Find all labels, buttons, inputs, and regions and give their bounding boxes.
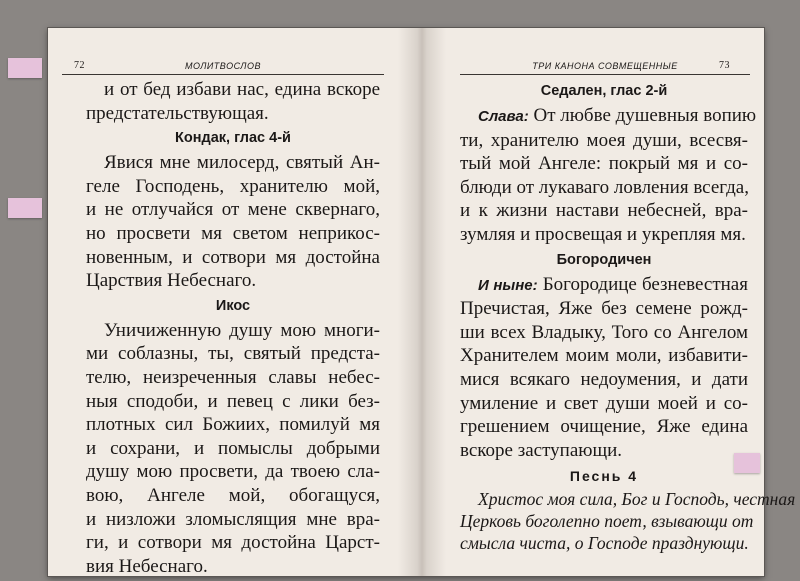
book-spine: [398, 28, 446, 576]
text-line: предстательствующая.: [86, 102, 269, 124]
text-line: и низложи зломыслящия мне вра-: [86, 508, 380, 530]
text-line: Уничиженную душу мою многи-: [104, 319, 380, 341]
text-line: телю, неизреченныя славы небес-: [86, 366, 380, 388]
page-number: 73: [719, 60, 730, 71]
text-line: блюди от лукаваго ловления всегда,: [460, 176, 749, 198]
text-line: Христос моя сила, Бог и Господь, честная: [478, 489, 796, 510]
text-line: грешением очищение, Яже едина: [460, 416, 748, 438]
text-line: [460, 104, 757, 129]
running-title: ТРИ КАНОНА СОВМЕЩЕННЫЕ: [532, 61, 678, 71]
open-book: [48, 28, 796, 577]
section-heading: Кондак, глас 4-й: [175, 130, 291, 147]
text-line: [460, 273, 748, 298]
text-line: ныя сподоби, и певец с лики без-: [86, 390, 380, 412]
running-title: МОЛИТВОСЛОВ: [185, 61, 261, 71]
text-line: ми соблазны, ты, святый предста-: [86, 343, 380, 365]
text-line: новенным, и сотвори мя достойна: [86, 246, 380, 268]
text-line: ги, и сотвори мя достойна Царст-: [86, 532, 380, 554]
running-header: [62, 54, 384, 75]
line-text: Богородице безневестная: [537, 273, 748, 295]
bookmark-ribbon[interactable]: [8, 198, 42, 218]
page-body: [460, 78, 796, 554]
page-body: [86, 78, 380, 578]
right-page: [446, 28, 796, 576]
text-line: смысла чиста, о Господе празднующи.: [460, 533, 749, 554]
text-line: и к жизни настави небесней, вра-: [460, 200, 748, 222]
text-line: ти, хранителю моея души, всесвя-: [460, 129, 748, 151]
text-line: мися всякаго недоумения, и дати: [460, 368, 748, 390]
text-line: вия Небеснаго.: [86, 555, 208, 577]
text-line: вскоре заступающи.: [460, 439, 623, 461]
text-line: и не отлучайся от мене сквернаго,: [86, 199, 380, 221]
text-line: душу мою просвети, да твоею сла-: [86, 461, 380, 483]
section-heading: Седален, глас 2-й: [540, 83, 668, 99]
bookmark-ribbon[interactable]: [8, 58, 42, 78]
text-line: и сохрани, и помыслы добрыми: [86, 437, 380, 459]
rubric-lead: Слава:: [478, 108, 529, 125]
text-line: но просвети мя светом неприкос-: [86, 222, 380, 244]
section-heading: Икос: [215, 297, 251, 314]
running-header: [460, 54, 750, 75]
text-line: умиление и свет души моей и со-: [460, 392, 748, 414]
line-text: От любве душевныя вопию: [528, 105, 757, 126]
left-page: [48, 28, 398, 576]
text-line: Явися мне милосерд, святый Ан-: [104, 152, 380, 174]
text-line: Хранителем моим моли, избавити-: [460, 345, 748, 367]
text-line: геле Господень, хранителю мой,: [86, 175, 380, 197]
text-line: тый мой Ангеле: покрый мя и со-: [460, 153, 748, 175]
text-line: плотных сил Божиих, помилуй мя: [86, 414, 380, 436]
text-line: зумляя и просвещая и укрепляя мя.: [460, 223, 746, 245]
section-heading: Богородичен: [556, 251, 652, 268]
text-line: вою, Ангеле мой, обогащуся,: [86, 484, 380, 506]
text-line: Царствия Небеснаго.: [86, 270, 257, 292]
text-line: ши всех Владыку, Того со Ангелом: [460, 321, 748, 343]
ode-heading: Песнь 4: [569, 468, 639, 485]
text-line: и от бед избави нас, едина вскоре: [104, 79, 380, 100]
text-line: Пречистая, Яже без семене рожд-: [460, 298, 748, 320]
page-number: 72: [74, 60, 85, 71]
text-line: Церковь боголепно поет, взывающи от: [460, 511, 754, 532]
rubric-lead: И ныне:: [478, 276, 538, 294]
